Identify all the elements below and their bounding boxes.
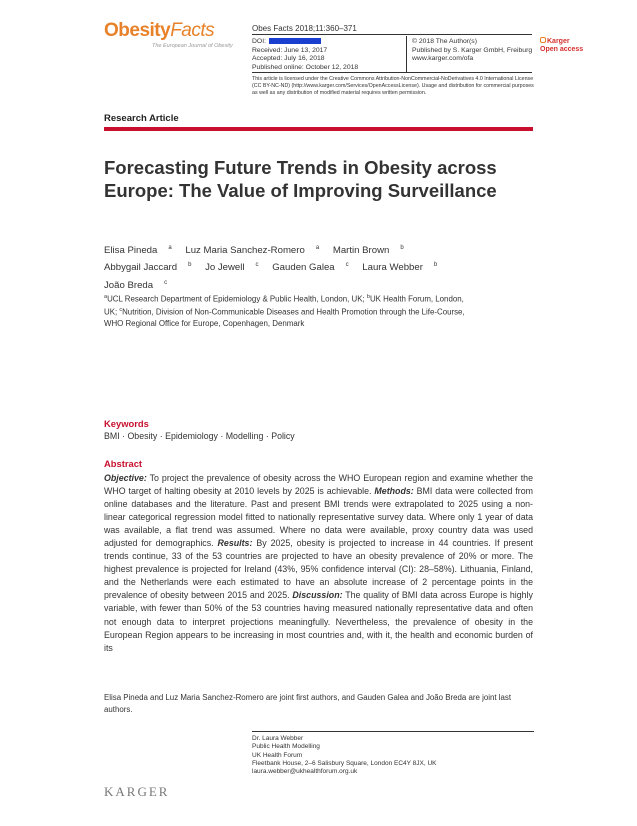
- license-statement: This article is licensed under the Creative Commons Attribution-NonCommercial-NoDerivatives 4.0 International License (CC BY-NC-ND) (http://www.karger.com/Services/OpenAccessLicense). Usage and distribution for commercial purposes as well as any distribution of modified material requires written permission.: [252, 76, 534, 97]
- author: Luz Maria Sanchez-Romero $^a$: [185, 245, 320, 257]
- copyright-block: [412, 38, 532, 64]
- affiliation: Nutrition, Division of Non-Communicable Diseases and Health Promotion through the Life-Course, WHO Regional Office for Europe, Copenhagen, Denmark: [104, 307, 465, 329]
- logo-brand-facts: Facts: [170, 20, 215, 41]
- author: Laura Webber $^b$: [362, 262, 438, 274]
- author: Elisa Pineda $^a$: [104, 245, 172, 257]
- publisher-line: Published by S. Karger GmbH, Freiburg: [412, 46, 533, 54]
- correspondence-name: Dr. Laura Webber: [252, 735, 304, 742]
- journal-website-link[interactable]: www.karger.com/ofa: [412, 55, 474, 63]
- accepted-date: Accepted: July 16, 2018: [252, 55, 325, 63]
- journal-logo: [104, 20, 233, 49]
- objective-text: To project the prevalence of obesity across the WHO European region and examine whether the WHO target of halting obesity at 2010 levels by 2025 is achievable.: [104, 473, 533, 497]
- affiliation: UCL Research Department of Epidemiology & Public Health, London, UK;: [107, 294, 365, 304]
- correspondence-org: UK Health Forum: [252, 751, 303, 759]
- logo-wordmark: [104, 20, 233, 42]
- objective-label: Objective:: [104, 473, 147, 483]
- methods-text: BMI data were collected from online databases and the literature. Past and present BMI trends were extrapolated to 2025 using a non-linear categorical regression model fitted to nationally representative survey data. Where only 1 year of data was available, a flat trend was assumed. Where no data were available, proxy country data was used adjusted for demographics.: [104, 486, 533, 549]
- doi-label: DOI:: [252, 38, 266, 45]
- publisher-logo: KARGER: [104, 784, 170, 799]
- article-title: Forecasting Future Trends in Obesity across Europe: The Value of Improving Surveillance: [104, 157, 497, 201]
- red-divider: [104, 127, 533, 131]
- abstract-body: [104, 472, 533, 655]
- header-divider: [406, 36, 407, 72]
- open-lock-icon: [540, 37, 546, 43]
- correspondence-block: [252, 735, 437, 776]
- affiliation: UK Health Forum, London, UK;: [104, 294, 464, 317]
- results-label: Results:: [217, 538, 253, 549]
- author: Jo Jewell $^c$: [205, 262, 259, 274]
- open-access-line1: Karger: [540, 37, 583, 46]
- open-access-line2: Open access: [540, 45, 584, 53]
- correspondence-unit: Public Health Modelling: [252, 743, 320, 751]
- received-date: Received: June 13, 2017: [252, 46, 328, 54]
- journal-citation: Obes Facts 2018;11:360–371: [252, 24, 357, 33]
- logo-brand-main: Obesity: [104, 20, 171, 41]
- header-bottom-rule: [252, 72, 532, 73]
- correspondence-address: Fleetbank House, 2–6 Salisbury Square, London EC4Y 8JX, UK: [252, 759, 437, 767]
- abstract-heading: Abstract: [104, 458, 143, 469]
- article-type: Research Article: [104, 113, 179, 124]
- open-access-badge: [540, 37, 583, 53]
- methods-label: Methods:: [374, 486, 414, 497]
- published-date: Published online: October 12, 2018: [252, 63, 359, 71]
- dates-block: [252, 38, 358, 72]
- author-list: [104, 241, 534, 293]
- results-text: By 2025, obesity is projected to increase in 44 countries. If present trends continue, 33 of the 53 countries are projected to have an obesity prevalence of 20% or more. The highest prevalence is projected for Ireland (43%, 95% confidence interval (CI): 28–58%). Lithuania, Finland, and the Netherlands were each estimated to have an absolute increase of 2 percentage points in the prevalence of obesity between 2015 and 2025.: [104, 538, 533, 601]
- author: João Breda $^c$: [104, 279, 168, 291]
- keywords-heading: Keywords: [104, 418, 149, 429]
- correspondence-rule: [252, 731, 534, 732]
- author: Abbygail Jaccard $^b$: [104, 262, 192, 274]
- doi-line[interactable]: [252, 38, 358, 47]
- doi-link[interactable]: [269, 38, 321, 44]
- copyright-text: © 2018 The Author(s): [412, 38, 477, 45]
- keywords-list: BMI · Obesity · Epidemiology · Modelling · Policy: [104, 431, 295, 441]
- affiliations: $^a$UCL Research Department of Epidemiology & Public Health, London, UK; $^b$UK Health Forum, London, UK; $^c$Nutrition, Division of Non-Communicable Diseases and Health Promotion through the Life-Course, WHO Regional Office for Europe, Copenhagen, Denmark: [104, 294, 465, 329]
- discussion-text: The quality of BMI data across Europe is highly variable, with fewer than 50% of the 53 countries having measured nationally representative data and often not enough data to interpret projections meaningfully. Nevertheless, the prevalence of obesity in the European Region appears to be increasing in most countries and, with it, the health and economic burden of its: [104, 590, 533, 653]
- author: Gauden Galea $^c$: [272, 262, 349, 274]
- author: Martin Brown $^b$: [332, 245, 404, 257]
- header-top-rule: [252, 34, 532, 35]
- author-footnote: Elisa Pineda and Luz Maria Sanchez-Romero are joint first authors, and Gauden Galea and João Breda are joint last authors.: [104, 693, 512, 714]
- discussion-label: Discussion:: [292, 590, 343, 601]
- logo-subtitle: The European Journal of Obesity: [152, 43, 233, 49]
- correspondence-email-link[interactable]: laura.webber@ukhealthforum.org.uk: [252, 768, 358, 776]
